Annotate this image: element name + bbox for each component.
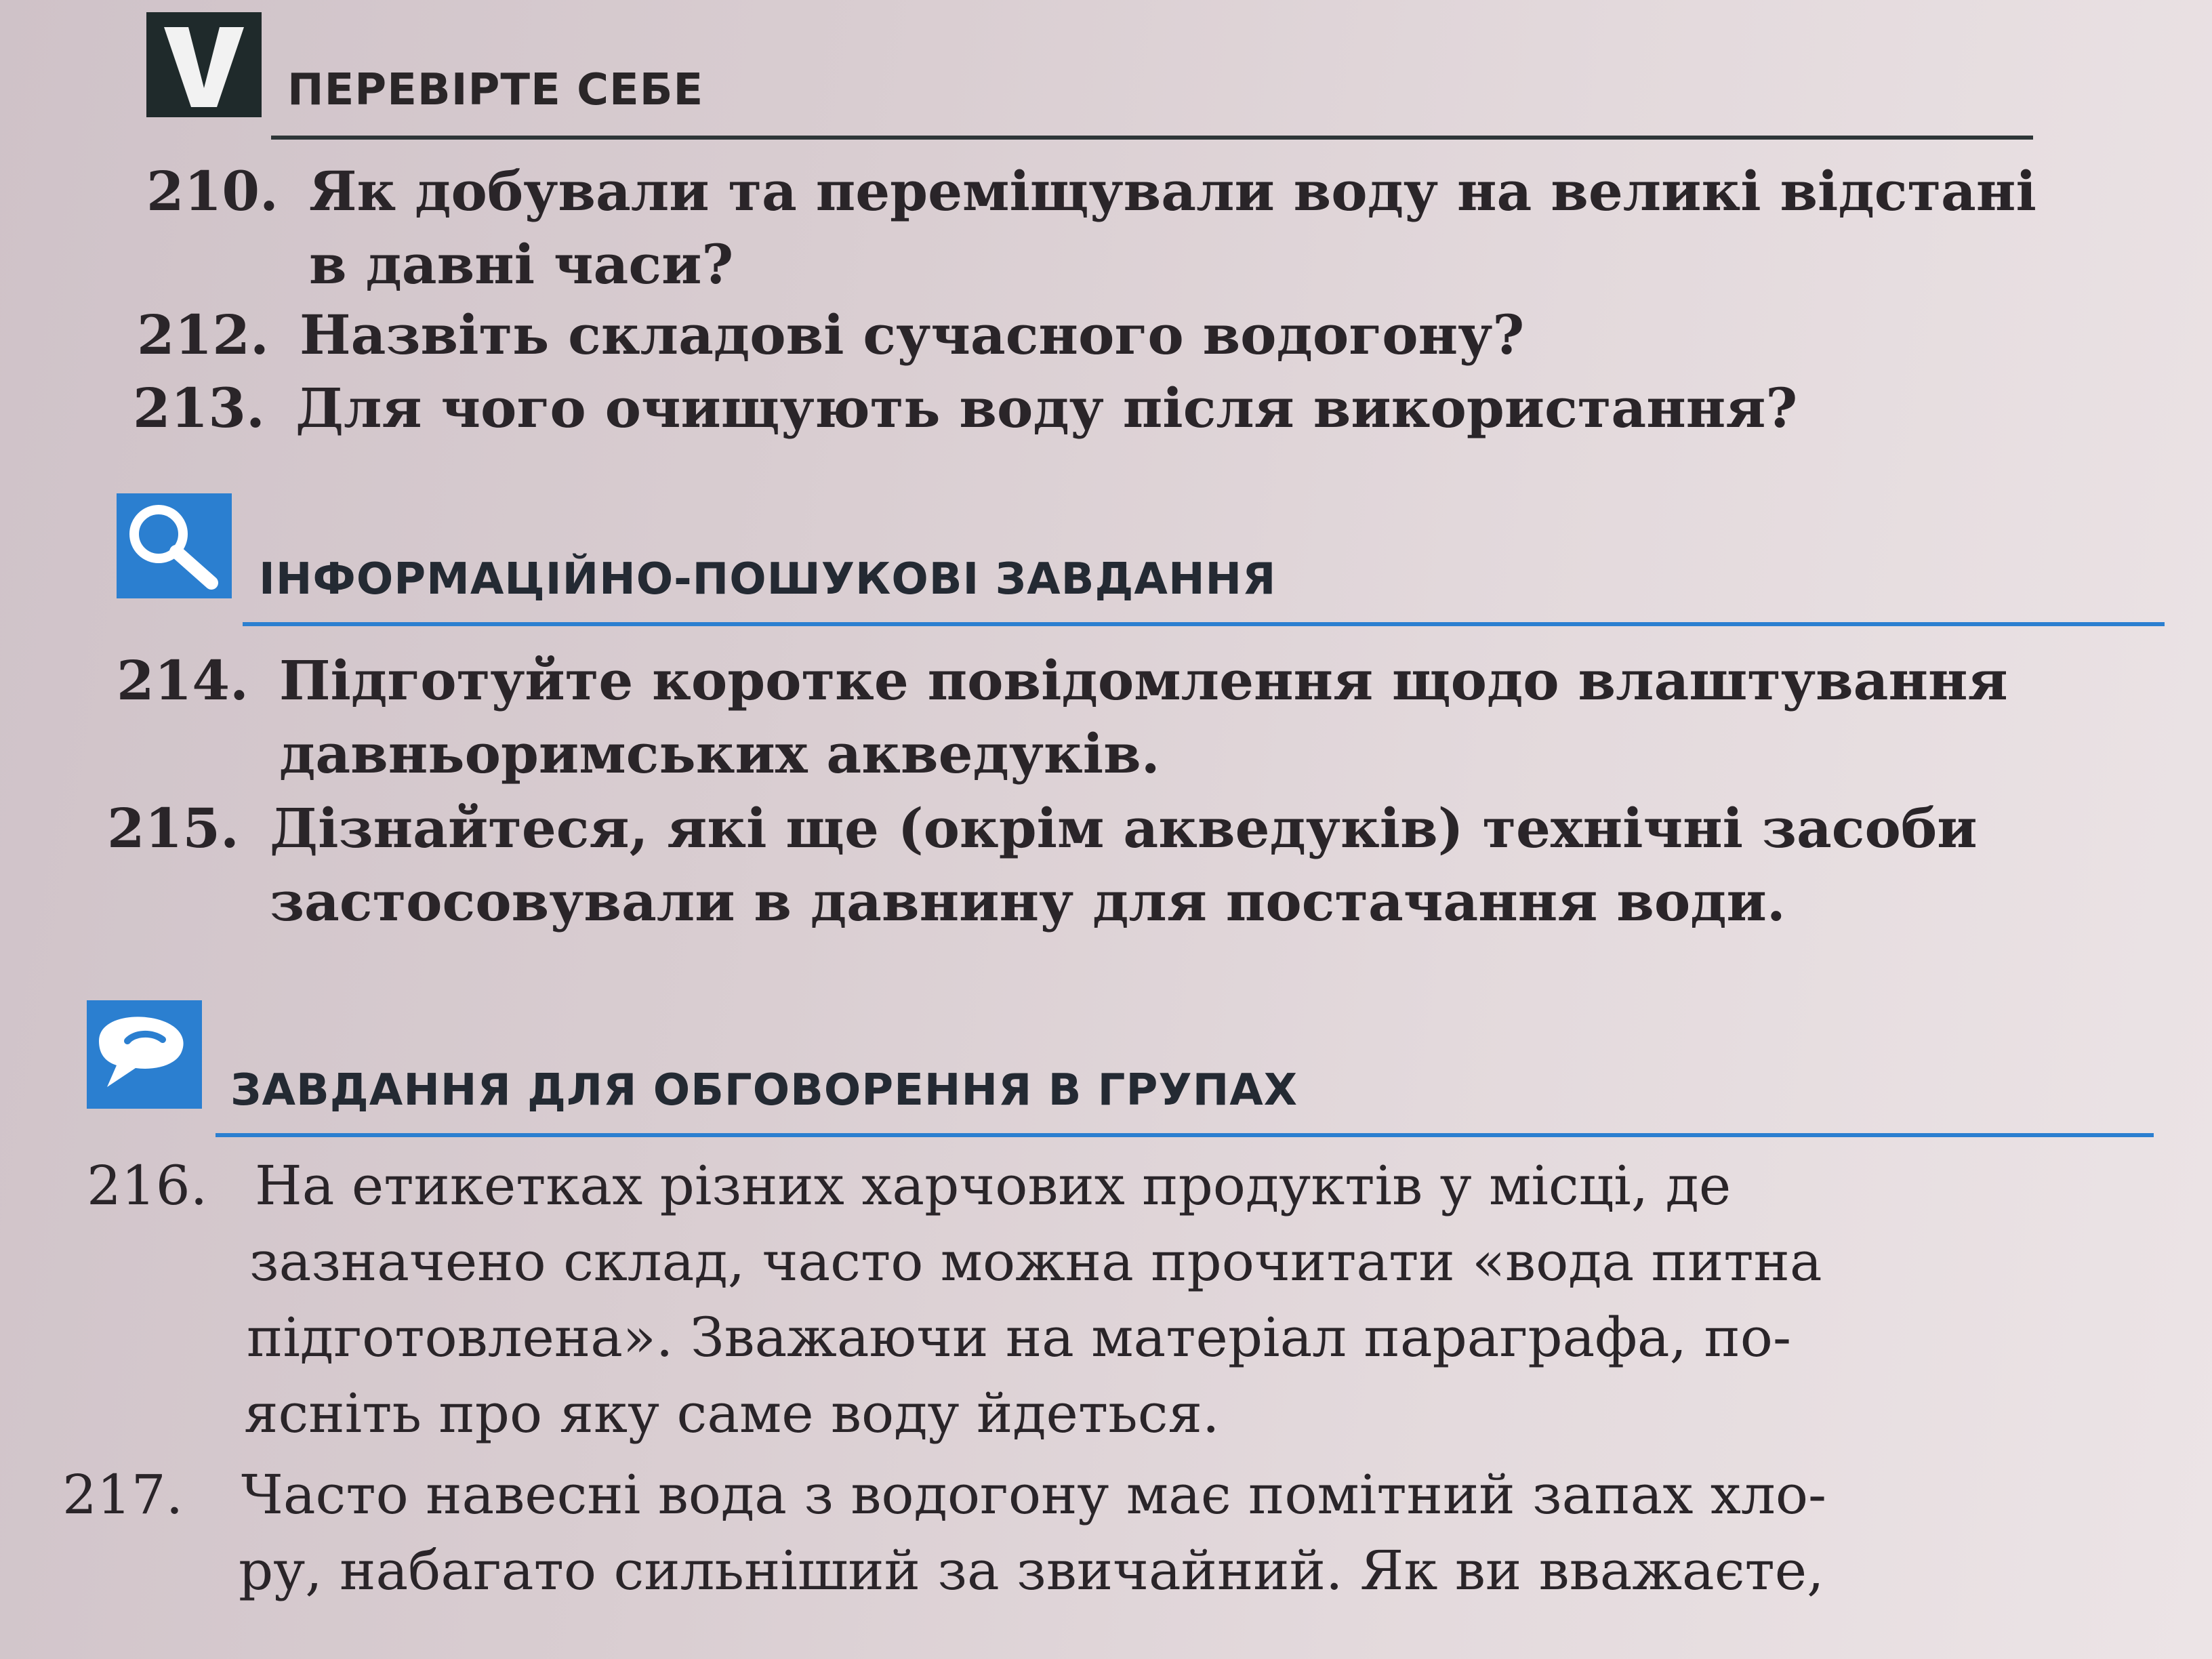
magnifier-icon — [117, 493, 232, 598]
question-line: зазначено склад, часто можна прочитати «вода питна — [249, 1230, 1822, 1293]
section-title: ПЕРЕВІРТЕ СЕБЕ — [287, 65, 704, 115]
question-line: в давні часи? — [309, 232, 734, 296]
question-number: 213. — [133, 376, 265, 440]
question-210 — [146, 155, 2044, 310]
question-number: 215. — [107, 796, 239, 860]
checkmark-v-icon — [146, 12, 262, 117]
section-check-yourself — [133, 12, 2044, 487]
question-line: ясніть про яку саме воду йдеться. — [244, 1382, 1220, 1445]
question-line: Назвіть складові сучасного водогону? — [300, 303, 1525, 367]
question-line: застосовували в давнину для постачання води. — [270, 869, 1786, 933]
question-line: Часто навесні вода з водогону має помітний запах хло- — [241, 1463, 1827, 1526]
question-line: На етикетках різних харчових продуктів у місці, де — [255, 1154, 1732, 1217]
question-number: 210. — [146, 159, 279, 223]
question-line: Як добували та переміщували воду на великі відстані — [309, 159, 2036, 223]
section-divider — [271, 136, 2033, 140]
section-research-tasks — [107, 493, 2055, 954]
question-number: 214. — [117, 649, 249, 712]
question-line: ру, набагато сильніший за звичайний. Як ви вважаєте, — [239, 1539, 1824, 1602]
question-line: підготовлена». Зважаючи на матеріал параграфа, по- — [247, 1306, 1791, 1369]
question-line: Для чого очищують воду після використання? — [295, 376, 1798, 440]
section-title: ІНФОРМАЦІЙНО-ПОШУКОВІ ЗАВДАННЯ — [259, 554, 1277, 605]
section-group-discussion — [62, 1000, 2066, 1659]
section-title: ЗАВДАННЯ ДЛЯ ОБГОВОРЕННЯ В ГРУПАХ — [230, 1065, 1298, 1115]
question-line: Дізнайтеся, які ще (окрім акведуків) технічні засоби — [270, 796, 1978, 860]
section-divider — [243, 622, 2165, 626]
question-line: Підготуйте коротке повідомлення щодо влаштування — [279, 649, 2008, 712]
question-line: давньоримських акведуків. — [279, 722, 1160, 785]
section-divider — [216, 1133, 2154, 1137]
discussion-bubble-icon — [87, 1000, 202, 1109]
question-number: 216. — [87, 1154, 208, 1217]
question-number: 217. — [62, 1463, 184, 1526]
question-number: 212. — [137, 303, 269, 367]
